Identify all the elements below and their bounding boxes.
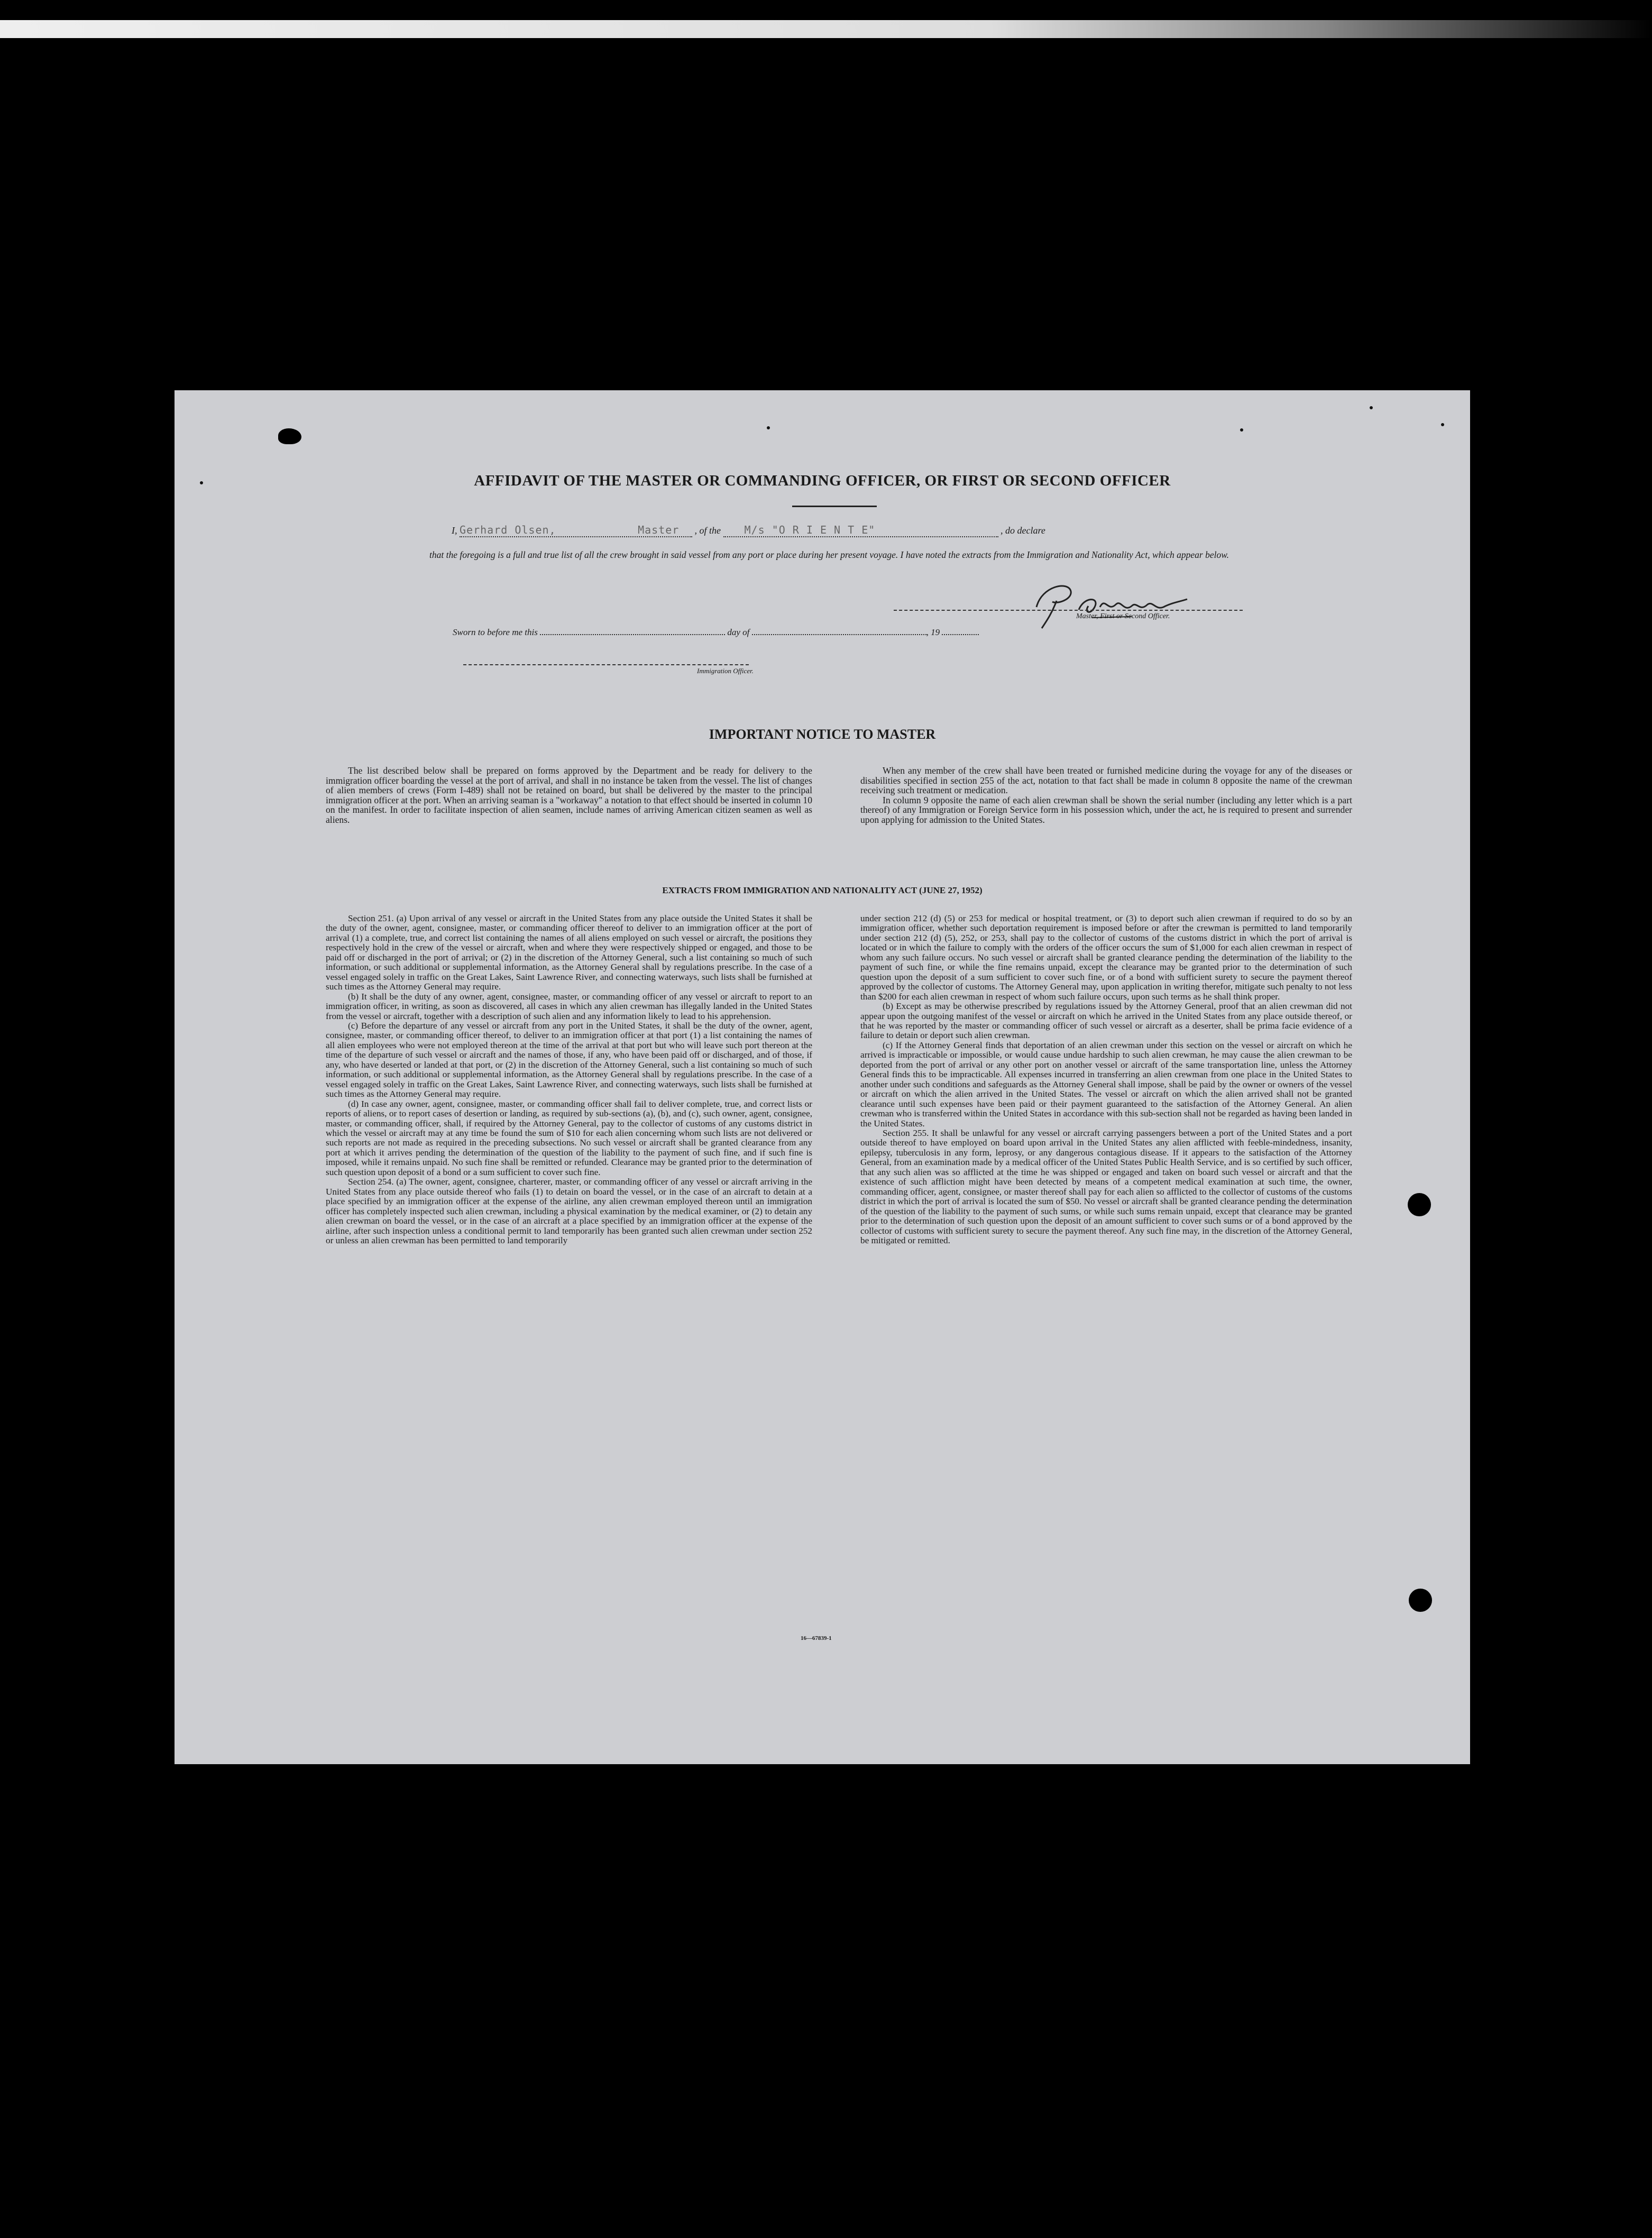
signature-line: [894, 610, 1243, 611]
master-rank: Master: [638, 524, 680, 536]
extract-paragraph: Section 254. (a) The owner, agent, consignee, charterer, master, or commanding officer of any vessel or aircraft arriving in the United States from any place outside thereof who fails (1) to detain on board the vessel, or in the case of an aircraft to detain at a place specified by an immigration officer at the expense of the airline, any alien crewman employed thereon until an immigration officer has completely inspected such alien crewman, including a physical examination by the medical examiner, or (2) to detain any alien crewman on board the vessel, or in the case of an aircraft at a place specified by an immigration officer at the expense of the airline, after such inspection unless a conditional permit to land temporarily has been granted such alien crewman under section 252 or unless an alien crewman has been permitted to land temporarily: [326, 1177, 812, 1245]
master-signature: [1021, 575, 1195, 634]
declare-label: , do declare: [1001, 525, 1045, 536]
extract-paragraph: (c) Before the departure of any vessel or aircraft from any port in the United States, it shall be the duty of the owner, agent, consignee, master, or commanding officer thereof, to deliver to an immigration officer at that port (1) a list containing the names of all alien employees who were not employed thereon at the time of the arrival at that port but who will leave such port thereon at the time of the departure of such vessel or aircraft and the names of those, if any, who have been paid off or discharged, and of those, if any, who have deserted or landed at that port, or (2) in the discretion of the Attorney General, such a list containing so much of such information, or such additional or supplemental information, as the Attorney General shall by regulations prescribe. In the case of a vessel engaged solely in traffic on the Great Lakes, Saint Lawrence River, and connecting waterways, such lists shall be furnished at such times as the Attorney General may require.: [326, 1020, 812, 1099]
extract-paragraph: (b) Except as may be otherwise prescribed by regulations issued by the Attorney General, proof that an alien crewman did not appear upon the outgoing manifest of the vessel or aircraft on which he arrived in the United States from any place outside thereof, or that he was reported by the master or commanding officer of such vessel or aircraft as a deserter, shall be prima facie evidence of a failure to detain or deport such alien crewman.: [860, 1001, 1352, 1041]
punch-hole-right-bottom: [1409, 1589, 1432, 1612]
master-name-field: [460, 524, 692, 537]
extract-paragraph: (d) In case any owner, agent, consignee, master, or commanding officer shall fail to deliver complete, true, and correct lists or reports of aliens, or to report cases of desertion or landing, as required by sub-sections (a), (b), and (c), such owner, agent, consignee, master, or commanding officer, shall, if required by the Attorney General, pay to the collector of customs of any customs district in which the vessel or aircraft may at any time be found the sum of $10 for each alien concerning whom such lists are not delivered or such reports are not made as required in the preceding subsections. No such vessel or aircraft shall be granted clearance from any port at which it arrives pending the determination of the question of the liability to the payment of such fine, and if such fine is imposed, while it remains unpaid. No such fine shall be remitted or refunded. Clearance may be granted prior to the determination of such question upon deposit of a bond or a sum sufficient to cover such fine.: [326, 1098, 812, 1177]
notice-paragraph: The list described below shall be prepared on forms approved by the Department and be ready for delivery to the immigration officer boarding the vessel at the port of arrival, and shall in no instance be taken from the vessel. The list of changes of alien members of crews (Form I-489) shall not be retained on board, but shall be delivered by the master to the principal immigration officer at the port. When an arriving seaman is a "workaway" a notation to that effect should be inserted in column 10 on the manifest. In order to facilitate inspection of alien seamen, include names of arriving American citizen seamen as well as aliens.: [326, 765, 812, 825]
declaration-line: [452, 524, 1456, 537]
extracts-title: EXTRACTS FROM IMMIGRATION AND NATIONALITY ACT (JUNE 27, 1952): [662, 885, 983, 895]
extract-paragraph: Section 251. (a) Upon arrival of any vessel or aircraft in the United States from any place outside the United States it shall be the duty of the owner, agent, consignee, master, or commanding officer thereof to deliver to an immigration officer at the port of arrival (1) a complete, true, and correct list containing the names of all aliens employed on such vessel or aircraft, the positions they respectively hold in the crew of the vessel or aircraft, when and where they were respectively shipped or engaged, and those to be paid off or discharged in the port of arrival; or (2) in the discretion of the Attorney General, such a list containing so much of such information, or such additional or supplemental information, as the Attorney General shall by regulations prescribe. In the case of a vessel engaged solely in traffic on the Great Lakes, Saint Lawrence River, and connecting waterways, such lists shall be furnished at such times as the Attorney General may require.: [326, 913, 812, 992]
vessel-field: [723, 524, 998, 537]
sworn-line: [453, 627, 1193, 638]
notice-paragraph: In column 9 opposite the name of each alien crewman shall be shown the serial number (including any letter which is a part thereof) of any Immigration or Foreign Service form in his possession which, under the act, he is required to present and surrender upon applying for admission to the United States.: [860, 794, 1352, 825]
speck: [1240, 428, 1243, 432]
signature-caption: Master, First or Second Officer.: [1076, 612, 1170, 620]
immigration-officer-line: [463, 664, 749, 665]
speck: [1441, 423, 1444, 426]
extracts-left-column: [326, 914, 812, 1245]
sworn-day-field: [540, 634, 725, 635]
extract-paragraph: Section 255. It shall be unlawful for any vessel or aircraft carrying passengers between a port of the United States and a port outside thereof to have employed on board upon arrival in the United States any alien afflicted with feeble-mindedness, insanity, epilepsy, tuberculosis in any form, leprosy, or any dangerous contagious disease. If it appears to the satisfaction of the Attorney General, from an examination made by a medical officer of the United States Public Health Service, and is so certified by such officer, that any such alien was so afflicted at the time he was shipped or engaged and taken on board such vessel or aircraft and that the existence of such affliction might have been detected by means of a competent medical examination at such time, the owner, commanding officer, agent, consignee, or master thereof shall pay for each alien so afflicted to the collector of customs of the customs district in which the port of arrival is located the sum of $50. No vessel or aircraft shall be granted clearance pending the determination of the question of the liability to the payment of such sums, or while such sums remain unpaid, except that clearance may be granted prior to the determination of such question upon the deposit of an amount sufficient to cover such sums or of a bond approved by the collector of customs with sufficient surety to secure the payment thereof. Any such fine may, in the discretion of the Attorney General, be mitigated or remitted.: [860, 1127, 1352, 1245]
notice-paragraph: When any member of the crew shall have been treated or furnished medicine during the voyage for any of the diseases or disabilities specified in section 255 of the act, notation to that fact shall be made in column 8 opposite the name of the crewman receiving such treatment or medication.: [860, 765, 1352, 796]
year-label: , 19: [926, 627, 940, 637]
extract-paragraph: (b) It shall be the duty of any owner, agent, consignee, master, or commanding officer of any vessel or aircraft to report to an immigration officer, in writing, as soon as discovered, all cases in which any alien crewman has illegally landed in the United States from the vessel or aircraft, together with a description of such alien and any information likely to lead to his apprehension.: [326, 991, 812, 1021]
title-rule: [792, 506, 877, 507]
punch-hole-top-left: [278, 428, 301, 444]
sworn-year-field: [942, 634, 979, 635]
form-number: 16—67839-1: [801, 1635, 832, 1641]
declaration-text: that the foregoing is a full and true list of all the crew brought in said vessel from any port or place during her present voyage. I have noted the extracts from the Immigration and Nationality Act, which appear below.: [429, 549, 1229, 560]
notice-title: IMPORTANT NOTICE TO MASTER: [709, 727, 936, 742]
day-of-label: day of: [727, 627, 750, 637]
extracts-right-column: [860, 914, 1352, 1245]
sworn-label: Sworn to before me this: [453, 627, 538, 637]
notice-left-column: [326, 766, 812, 825]
affidavit-title: AFFIDAVIT OF THE MASTER OR COMMANDING OFFICER, OR FIRST OR SECOND OFFICER: [474, 472, 1171, 489]
immigration-officer-caption: Immigration Officer.: [697, 667, 754, 675]
speck: [1370, 406, 1373, 409]
notice-right-column: [860, 766, 1352, 825]
sworn-month-field: [752, 634, 926, 635]
document-page: [175, 390, 1470, 1764]
vessel-name: M/s "O R I E N T E": [744, 524, 876, 536]
of-the-label: , of the: [694, 525, 721, 536]
scanner-edge-streak: [0, 20, 1652, 38]
declaration-prefix: I,: [452, 525, 457, 536]
extract-paragraph: under section 212 (d) (5) or 253 for medical or hospital treatment, or (3) to deport such alien crewman if required to do so by an immigration officer, whether such deportation requirement is imposed before or after the crewman is permitted to land temporarily under section 212 (d) (5), 252, or 253, shall pay to the collector of customs of the customs district in which the port of arrival is located or in which the failure to comply with the orders of the officer occurs the sum of $1,000 for each alien crewman in respect of whom any such failure occurs. No such vessel or aircraft shall be granted clearance pending the determination of the liability to the payment of such fine, or while the fine remains unpaid, except the clearance may be granted prior to the determination of such question upon the deposit of a sum sufficient to cover such fine, or of a bond with sufficient surety to secure the payment thereof approved by the collector of customs. The Attorney General may, upon application in writing therefor, mitigate such penalty to not less than $200 for each alien crewman in respect of whom such failure occurs, upon such terms as he shall think proper.: [860, 913, 1352, 1002]
master-name: Gerhard Olsen,: [460, 524, 556, 536]
punch-hole-right-middle: [1408, 1193, 1431, 1216]
speck: [767, 426, 770, 429]
extract-paragraph: (c) If the Attorney General finds that deportation of an alien crewman under this section on the vessel or aircraft on which he arrived is impracticable or impossible, or would cause undue hardship to such alien crewman, he may cause the alien crewman to be deported from the port of arrival or any other port on another vessel or aircraft of the same transportation line, unless the Attorney General finds this to be impracticable. All expenses incurred in transferring an alien crewman from one place in the United States to another under such conditions and safeguards as the Attorney General shall impose, shall be paid by the owner or owners of the vessel or aircraft on which the alien arrived in the United States. The vessel or aircraft on which the alien arrived shall not be granted clearance until such expenses have been paid or their payment guaranteed to the satisfaction of the Attorney General. An alien crewman who is transferred within the United States in accordance with this sub-section shall not be regarded as having been landed in the United States.: [860, 1040, 1352, 1129]
